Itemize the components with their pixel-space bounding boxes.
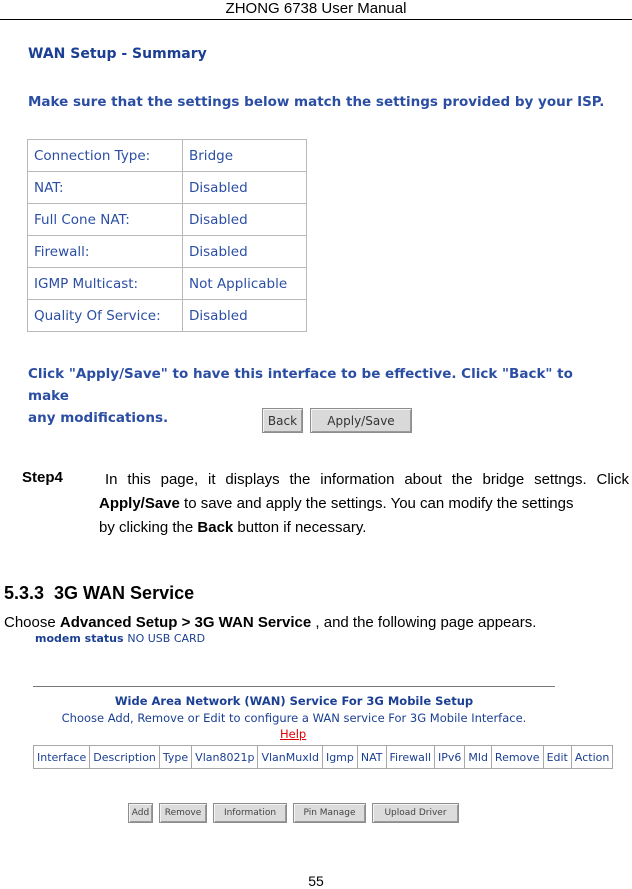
summary-label: Quality Of Service: [28, 300, 183, 332]
section-text: , and the following page appears. [311, 614, 537, 631]
modem-status-value: NO USB CARD [127, 632, 206, 645]
divider [33, 686, 555, 687]
page-header [0, 0, 632, 20]
remove-button[interactable]: Remove [159, 803, 207, 823]
add-button[interactable]: Add [128, 803, 153, 823]
apply-note-line: Click "Apply/Save" to have this interface to be effective. Click "Back" to make [28, 366, 573, 404]
wan3g-title: Wide Area Network (WAN) Service For 3G Mobile Setup [114, 694, 474, 708]
menu-path: Advanced Setup > 3G WAN Service [59, 614, 312, 631]
column-header: Remove [491, 746, 543, 769]
table-row [28, 140, 307, 172]
modem-status [35, 632, 205, 645]
summary-label: IGMP Multicast: [28, 268, 183, 300]
section-heading [4, 583, 194, 604]
table-header-row [34, 746, 613, 769]
section-instruction [4, 614, 536, 631]
page-number: 55 [308, 873, 324, 889]
step-line [99, 492, 573, 516]
back-ref: Back [197, 519, 234, 536]
column-header: Type [159, 746, 191, 769]
column-header: IPv6 [435, 746, 465, 769]
step-text: by clicking the [99, 519, 198, 536]
wan3g-service-table [33, 745, 613, 769]
table-row [28, 300, 307, 332]
step-line: In this page, it displays the information about the bridge settngs. Click [105, 471, 629, 488]
apply-save-ref: Apply/Save [99, 495, 180, 512]
summary-label: Firewall: [28, 236, 183, 268]
summary-value: Disabled [183, 300, 307, 332]
column-header: VlanMuxId [258, 746, 323, 769]
information-button[interactable]: Information [213, 803, 287, 823]
step-text: to save and apply the settings. You can modify the settings [179, 495, 574, 512]
help-link[interactable]: Help [280, 727, 307, 741]
summary-value: Disabled [183, 236, 307, 268]
column-header: Vlan8021p [192, 746, 258, 769]
column-header: NAT [357, 746, 386, 769]
modem-status-label: modem status [35, 632, 124, 645]
back-button[interactable]: Back [262, 408, 303, 433]
table-row [28, 172, 307, 204]
summary-value: Bridge [183, 140, 307, 172]
step-line [99, 516, 366, 540]
wan-summary-table [27, 139, 307, 332]
summary-value: Disabled [183, 172, 307, 204]
wan-summary-title: WAN Setup - Summary [28, 46, 207, 62]
table-row [28, 268, 307, 300]
summary-label: NAT: [28, 172, 183, 204]
table-row [28, 236, 307, 268]
column-header: Action [571, 746, 612, 769]
table-row [28, 204, 307, 236]
apply-save-button[interactable]: Apply/Save [310, 408, 412, 433]
summary-label: Full Cone NAT: [28, 204, 183, 236]
summary-value: Disabled [183, 204, 307, 236]
column-header: Mld [465, 746, 492, 769]
apply-note-line: any modifications. [28, 410, 169, 426]
column-header: Interface [34, 746, 90, 769]
column-header: Edit [543, 746, 571, 769]
column-header: Description [90, 746, 160, 769]
wan-summary-intro: Make sure that the settings below match the settings provided by your ISP. [28, 94, 605, 110]
section-number: 5.3.3 [4, 583, 45, 603]
step-text: button if necessary. [233, 519, 367, 536]
section-text: Choose [4, 614, 60, 631]
column-header: Igmp [322, 746, 357, 769]
summary-value: Not Applicable [183, 268, 307, 300]
section-title: 3G WAN Service [54, 583, 195, 603]
wan3g-subtitle: Choose Add, Remove or Edit to configure a WAN service For 3G Mobile Interface. [61, 711, 527, 725]
pin-manage-button[interactable]: Pin Manage [293, 803, 366, 823]
manual-title: ZHONG 6738 User Manual [225, 0, 407, 17]
upload-driver-button[interactable]: Upload Driver [372, 803, 459, 823]
summary-label: Connection Type: [28, 140, 183, 172]
column-header: Firewall [386, 746, 434, 769]
step-label: Step4 [22, 469, 63, 486]
